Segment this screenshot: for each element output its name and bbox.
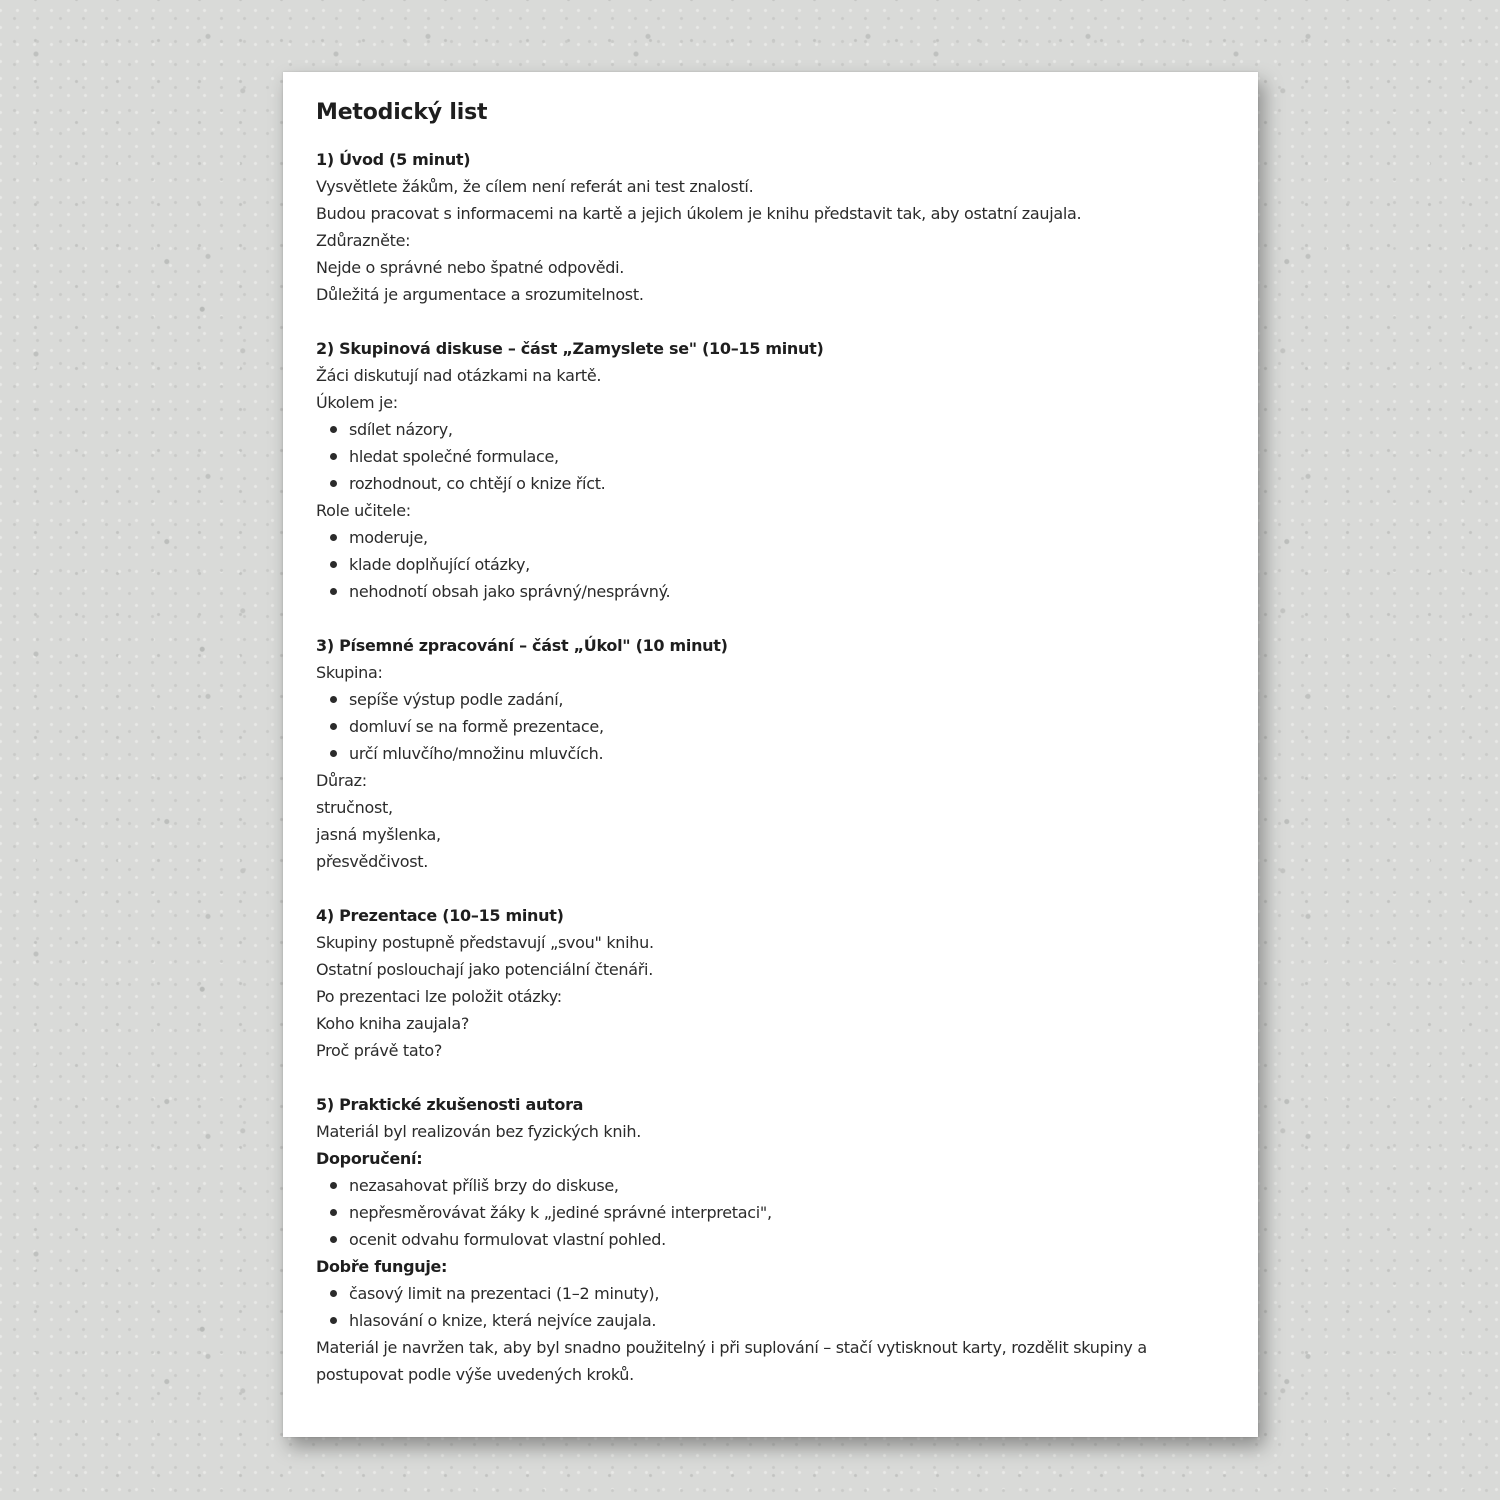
bullet-icon (330, 534, 337, 541)
bullet-icon (330, 1290, 337, 1297)
list-item (330, 524, 1228, 551)
paragraph-line: Role učitele: (316, 501, 411, 520)
section-group-discussion (316, 335, 1228, 605)
list-item (330, 1226, 1228, 1253)
bullet-icon (330, 426, 337, 433)
document-page (283, 72, 1258, 1437)
paragraph-line: Vysvětlete žákům, že cílem není referát ani test znalostí. (316, 177, 754, 196)
list-item (330, 1199, 1228, 1226)
section-presentation (316, 902, 1228, 1064)
list-item-text: hledat společné formulace, (349, 447, 559, 466)
paragraph-line: Proč právě tato? (316, 1041, 443, 1060)
list-item (330, 1307, 1228, 1334)
section-heading: 4) Prezentace (10–15 minut) (316, 906, 564, 925)
list-item (330, 713, 1228, 740)
paragraph-line: přesvědčivost. (316, 852, 429, 871)
bullet-icon (330, 1236, 337, 1243)
bullet-list (316, 416, 1228, 497)
paragraph-line: Skupina: (316, 663, 383, 682)
paragraph-line: Budou pracovat s informacemi na kartě a jejich úkolem je knihu představit tak, aby ostatní zaujala. (316, 204, 1082, 223)
list-item (330, 416, 1228, 443)
list-item-text: klade doplňující otázky, (349, 555, 530, 574)
section-heading: 2) Skupinová diskuse – část „Zamyslete se" (10–15 minut) (316, 339, 824, 358)
list-item (330, 578, 1228, 605)
list-item-text: ocenit odvahu formulovat vlastní pohled. (349, 1230, 666, 1249)
list-item-text: moderuje, (349, 528, 428, 547)
list-item-text: domluví se na formě prezentace, (349, 717, 604, 736)
bullet-icon (330, 1317, 337, 1324)
bullet-icon (330, 723, 337, 730)
list-item-text: sdílet názory, (349, 420, 453, 439)
bullet-icon (330, 1209, 337, 1216)
list-item-text: nepřesměrovávat žáky k „jediné správné interpretaci", (349, 1203, 772, 1222)
paragraph-line: Ostatní poslouchají jako potenciální čtenáři. (316, 960, 653, 979)
list-item (330, 686, 1228, 713)
page-title: Metodický list (316, 100, 488, 125)
section-intro (316, 146, 1228, 308)
section-heading: 5) Praktické zkušenosti autora (316, 1095, 584, 1114)
list-item-text: rozhodnout, co chtějí o knize říct. (349, 474, 606, 493)
list-item-text: určí mluvčího/množinu mluvčích. (349, 744, 604, 763)
list-item (330, 740, 1228, 767)
subheading: Doporučení: (316, 1149, 423, 1168)
paragraph-line: Skupiny postupně představují „svou" knihu. (316, 933, 654, 952)
paragraph-line: Po prezentaci lze položit otázky: (316, 987, 562, 1006)
list-item (330, 1172, 1228, 1199)
section-written-work (316, 632, 1228, 875)
bullet-list (316, 524, 1228, 605)
list-item-text: hlasování o knize, která nejvíce zaujala. (349, 1311, 657, 1330)
bullet-icon (330, 750, 337, 757)
bullet-icon (330, 696, 337, 703)
section-author-experience (316, 1091, 1228, 1388)
bullet-list (316, 686, 1228, 767)
paragraph-line: Důraz: (316, 771, 367, 790)
list-item (330, 470, 1228, 497)
paragraph-line: Koho kniha zaujala? (316, 1014, 470, 1033)
closing-paragraph: Materiál je navržen tak, aby byl snadno použitelný i při suplování – stačí vytisknout karty, rozdělit skupiny a postupovat podle výše uvedených kroků. (316, 1338, 1147, 1384)
list-item-text: časový limit na prezentaci (1–2 minuty), (349, 1284, 660, 1303)
paragraph-line: Materiál byl realizován bez fyzických knih. (316, 1122, 642, 1141)
paragraph-line: Nejde o správné nebo špatné odpovědi. (316, 258, 625, 277)
paragraph-line: jasná myšlenka, (316, 825, 441, 844)
list-item-text: sepíše výstup podle zadání, (349, 690, 564, 709)
subheading: Dobře funguje: (316, 1257, 448, 1276)
list-item (330, 1280, 1228, 1307)
bullet-icon (330, 588, 337, 595)
list-item (330, 551, 1228, 578)
list-item-text: nezasahovat příliš brzy do diskuse, (349, 1176, 619, 1195)
section-heading: 3) Písemné zpracování – část „Úkol" (10 minut) (316, 636, 728, 655)
bullet-icon (330, 453, 337, 460)
bullet-list (316, 1172, 1228, 1253)
bullet-icon (330, 1182, 337, 1189)
paragraph-line: Důležitá je argumentace a srozumitelnost. (316, 285, 644, 304)
list-item (330, 443, 1228, 470)
paragraph-line: stručnost, (316, 798, 393, 817)
paragraph-line: Zdůrazněte: (316, 231, 411, 250)
bullet-icon (330, 480, 337, 487)
paragraph-line: Úkolem je: (316, 393, 398, 412)
list-item-text: nehodnotí obsah jako správný/nesprávný. (349, 582, 671, 601)
section-heading: 1) Úvod (5 minut) (316, 150, 471, 169)
bullet-list (316, 1280, 1228, 1334)
paragraph-line: Žáci diskutují nad otázkami na kartě. (316, 366, 602, 385)
bullet-icon (330, 561, 337, 568)
